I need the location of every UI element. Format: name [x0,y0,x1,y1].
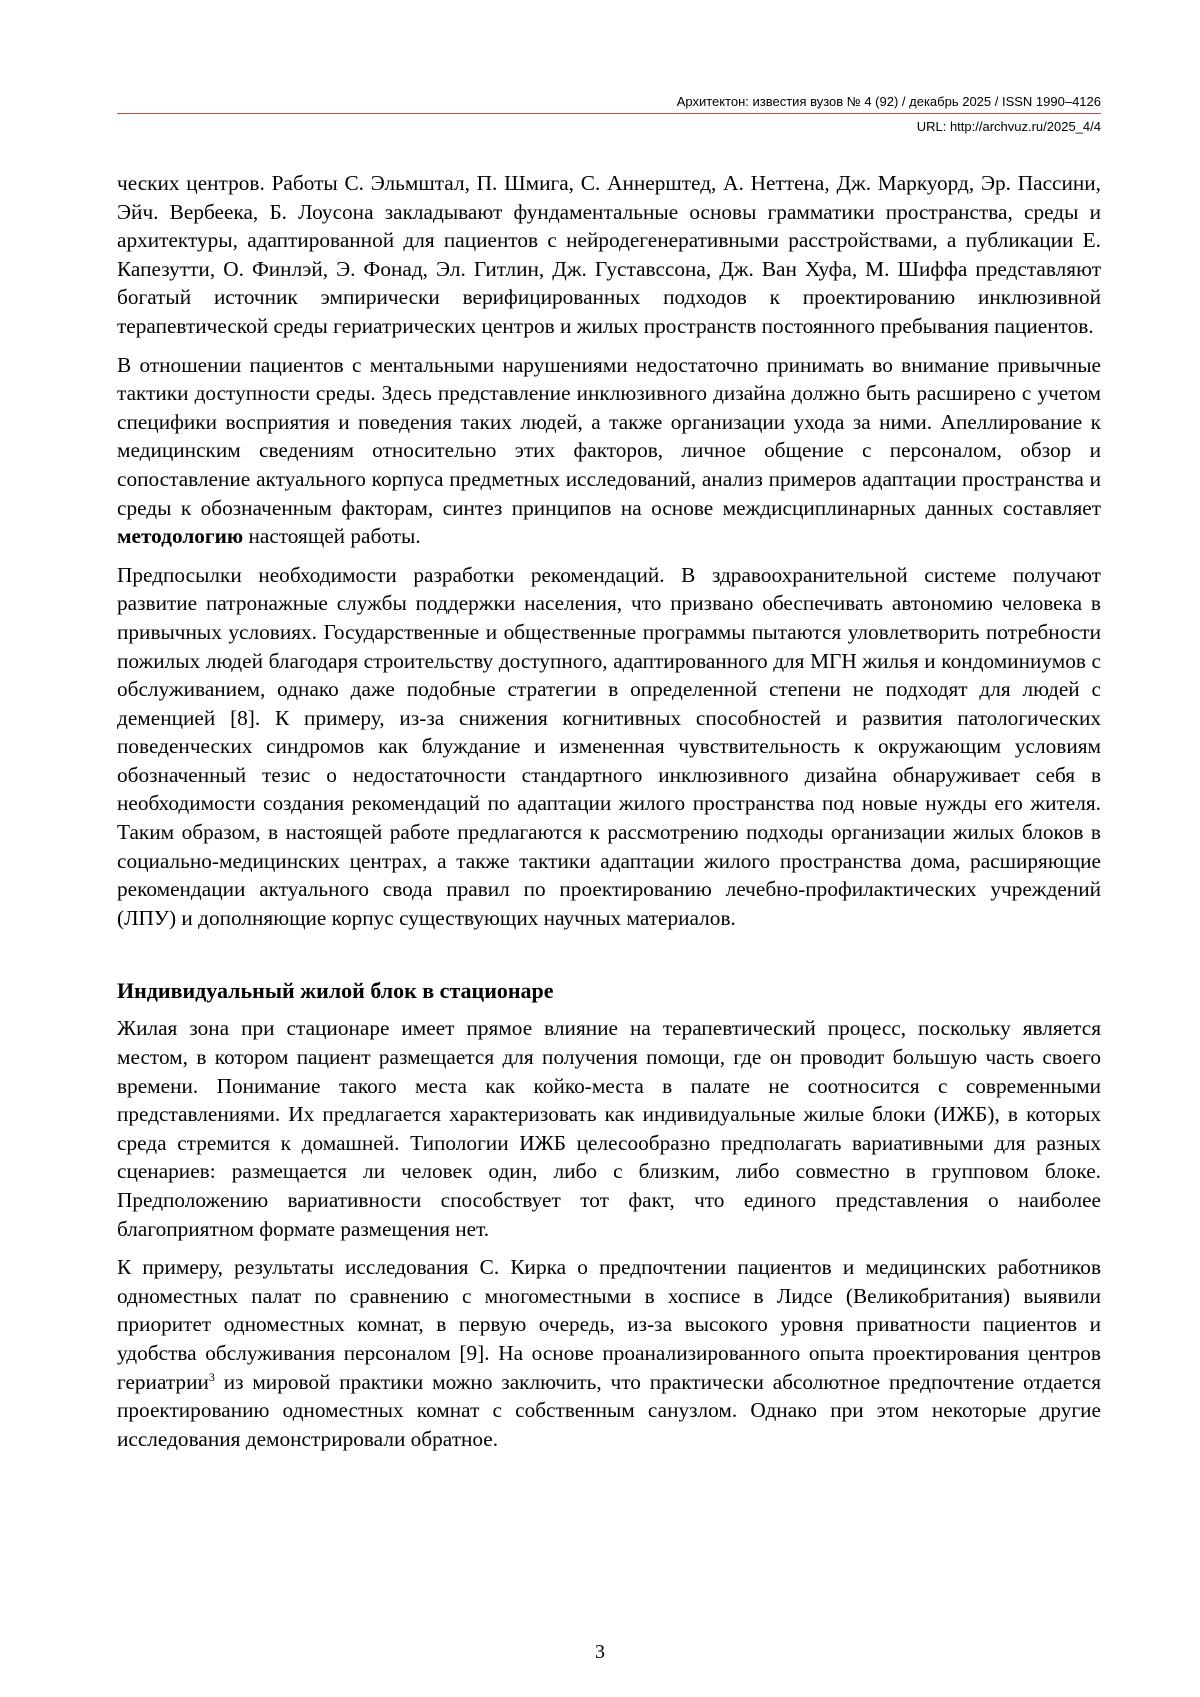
paragraph-1: ческих центров. Работы С. Эльмштал, П. Шмига, С. Аннерштед, А. Неттена, Дж. Маркуорд, Эр. Пассини, Эйч. Вербеека, Б. Лоусона закладывают фундаментальные основы грамматики пространства, среды и архитектуры, адаптированной для пациентов с нейродегенеративными расстройствами, а публикации Е. Капезутти, О. Финлэй, Э. Фонад, Эл. Гитлин, Дж. Густавссона, Дж. Ван Хуфа, М. Шиффа представляют богатый источник эмпирически верифицированных подходов к проектированию инклюзивной терапевтической среды гериатрических центров и жилых пространств постоянного пребывания пациентов. [117,171,1101,338]
article-url-line: URL: http://archvuz.ru/2025_4/4 [916,119,1101,134]
paragraph-5 [117,1253,1101,1453]
page-number: 3 [595,1641,605,1663]
paragraph-4: Жилая зона при стационаре имеет прямое влияние на терапевтический процесс, поскольку является местом, в котором пациент размещается для получения помощи, где он проводит большую часть своего времени. Понимание такого места как койко-места в палате не соотносится с современными представлениями. Их предлагается характеризовать как индивидуальные жилые блоки (ИЖБ), в которых среда стремится к домашней. Типологии ИЖБ целесообразно предполагать вариативными для разных сценариев: размещается ли человек один, либо с близким, либо совместно в групповом блоке. Предположению вариативности способствует тот факт, что единого представления о наиболее благоприятном формате размещения нет. [117,1016,1101,1241]
paragraph-5-text-start: К примеру, результаты исследования С. Кирка о предпочтении пациентов и медицинских работников одноместных палат по сравнению с многоместными в хосписе в Лидсе (Великобритания) выявили приоритет одноместных комнат, в первую очередь, из-за высокого уровня приватности пациентов и удобства обслуживания персоналом [9]. На основе проанализированного опыта проектирования центров гериатрии [117,1255,1101,1394]
paragraph-2 [117,351,1101,551]
section-heading: Индивидуальный жилой блок в стационаре [117,978,554,1004]
article-body [117,169,1101,1463]
paragraph-2-text-start: В отношении пациентов с ментальными нарушениями недостаточно принимать во внимание привычные тактики доступности среды. Здесь представление инклюзивного дизайна должно быть расширено с учетом специфики восприятия и поведения таких людей, а также организации ухода за ними. Апеллирование к медицинским сведениям относительно этих факторов, личное общение с персоналом, обзор и сопоставление актуального корпуса предметных исследований, анализ примеров адаптации пространства и среды к обозначенным факторам, синтез принципов на основе междисциплинарных данных составляет [117,352,1101,520]
paragraph-2-text-end: настоящей работы. [243,524,421,549]
methodology-term: методологию [117,524,244,549]
journal-info-line: Архитектон: известия вузов № 4 (92) / декабрь 2025 / ISSN 1990–4126 [117,94,1101,114]
running-header [117,94,1101,135]
paragraph-5-text-end: из мировой практики можно заключить, что практически абсолютное предпочтение отдается проектированию одноместных комнат с собственным санузлом. Однако при этом некоторые другие исследования демонстрировали обратное. [117,1369,1101,1451]
paragraph-3: Предпосылки необходимости разработки рекомендаций. В здравоохранительной системе получают развитие патронажные службы поддержки населения, что призвано обеспечивать автономию человека в привычных условиях. Государственные и общественные программы пытаются уловлетворить потребности пожилых людей благодаря строительству доступного, адаптированного для МГН жилья и кондоминиумов с обслуживанием, однако даже подобные стратегии в определенной степени не подходят для людей с деменцией [8]. К примеру, из-за снижения когнитивных способностей и развития патологических поведенческих синдромов как блуждание и измененная чувствительность к окружающим условиям обозначенный тезис о недостаточности стандартного инклюзивного дизайна обнаруживает себя в необходимости создания рекомендаций по адаптации жилого пространства под новые нужды его жителя. Таким образом, в настоящей работе предлагаются к рассмотрению подходы организации жилых блоков в социально-медицинских центрах, а также тактики адаптации жилого пространства дома, расширяющие рекомендации актуального свода правил по проектированию лечебно-профилактических учреждений (ЛПУ) и дополняющие корпус существующих научных материалов. [117,562,1101,930]
footnote-marker: 3 [208,1369,215,1384]
